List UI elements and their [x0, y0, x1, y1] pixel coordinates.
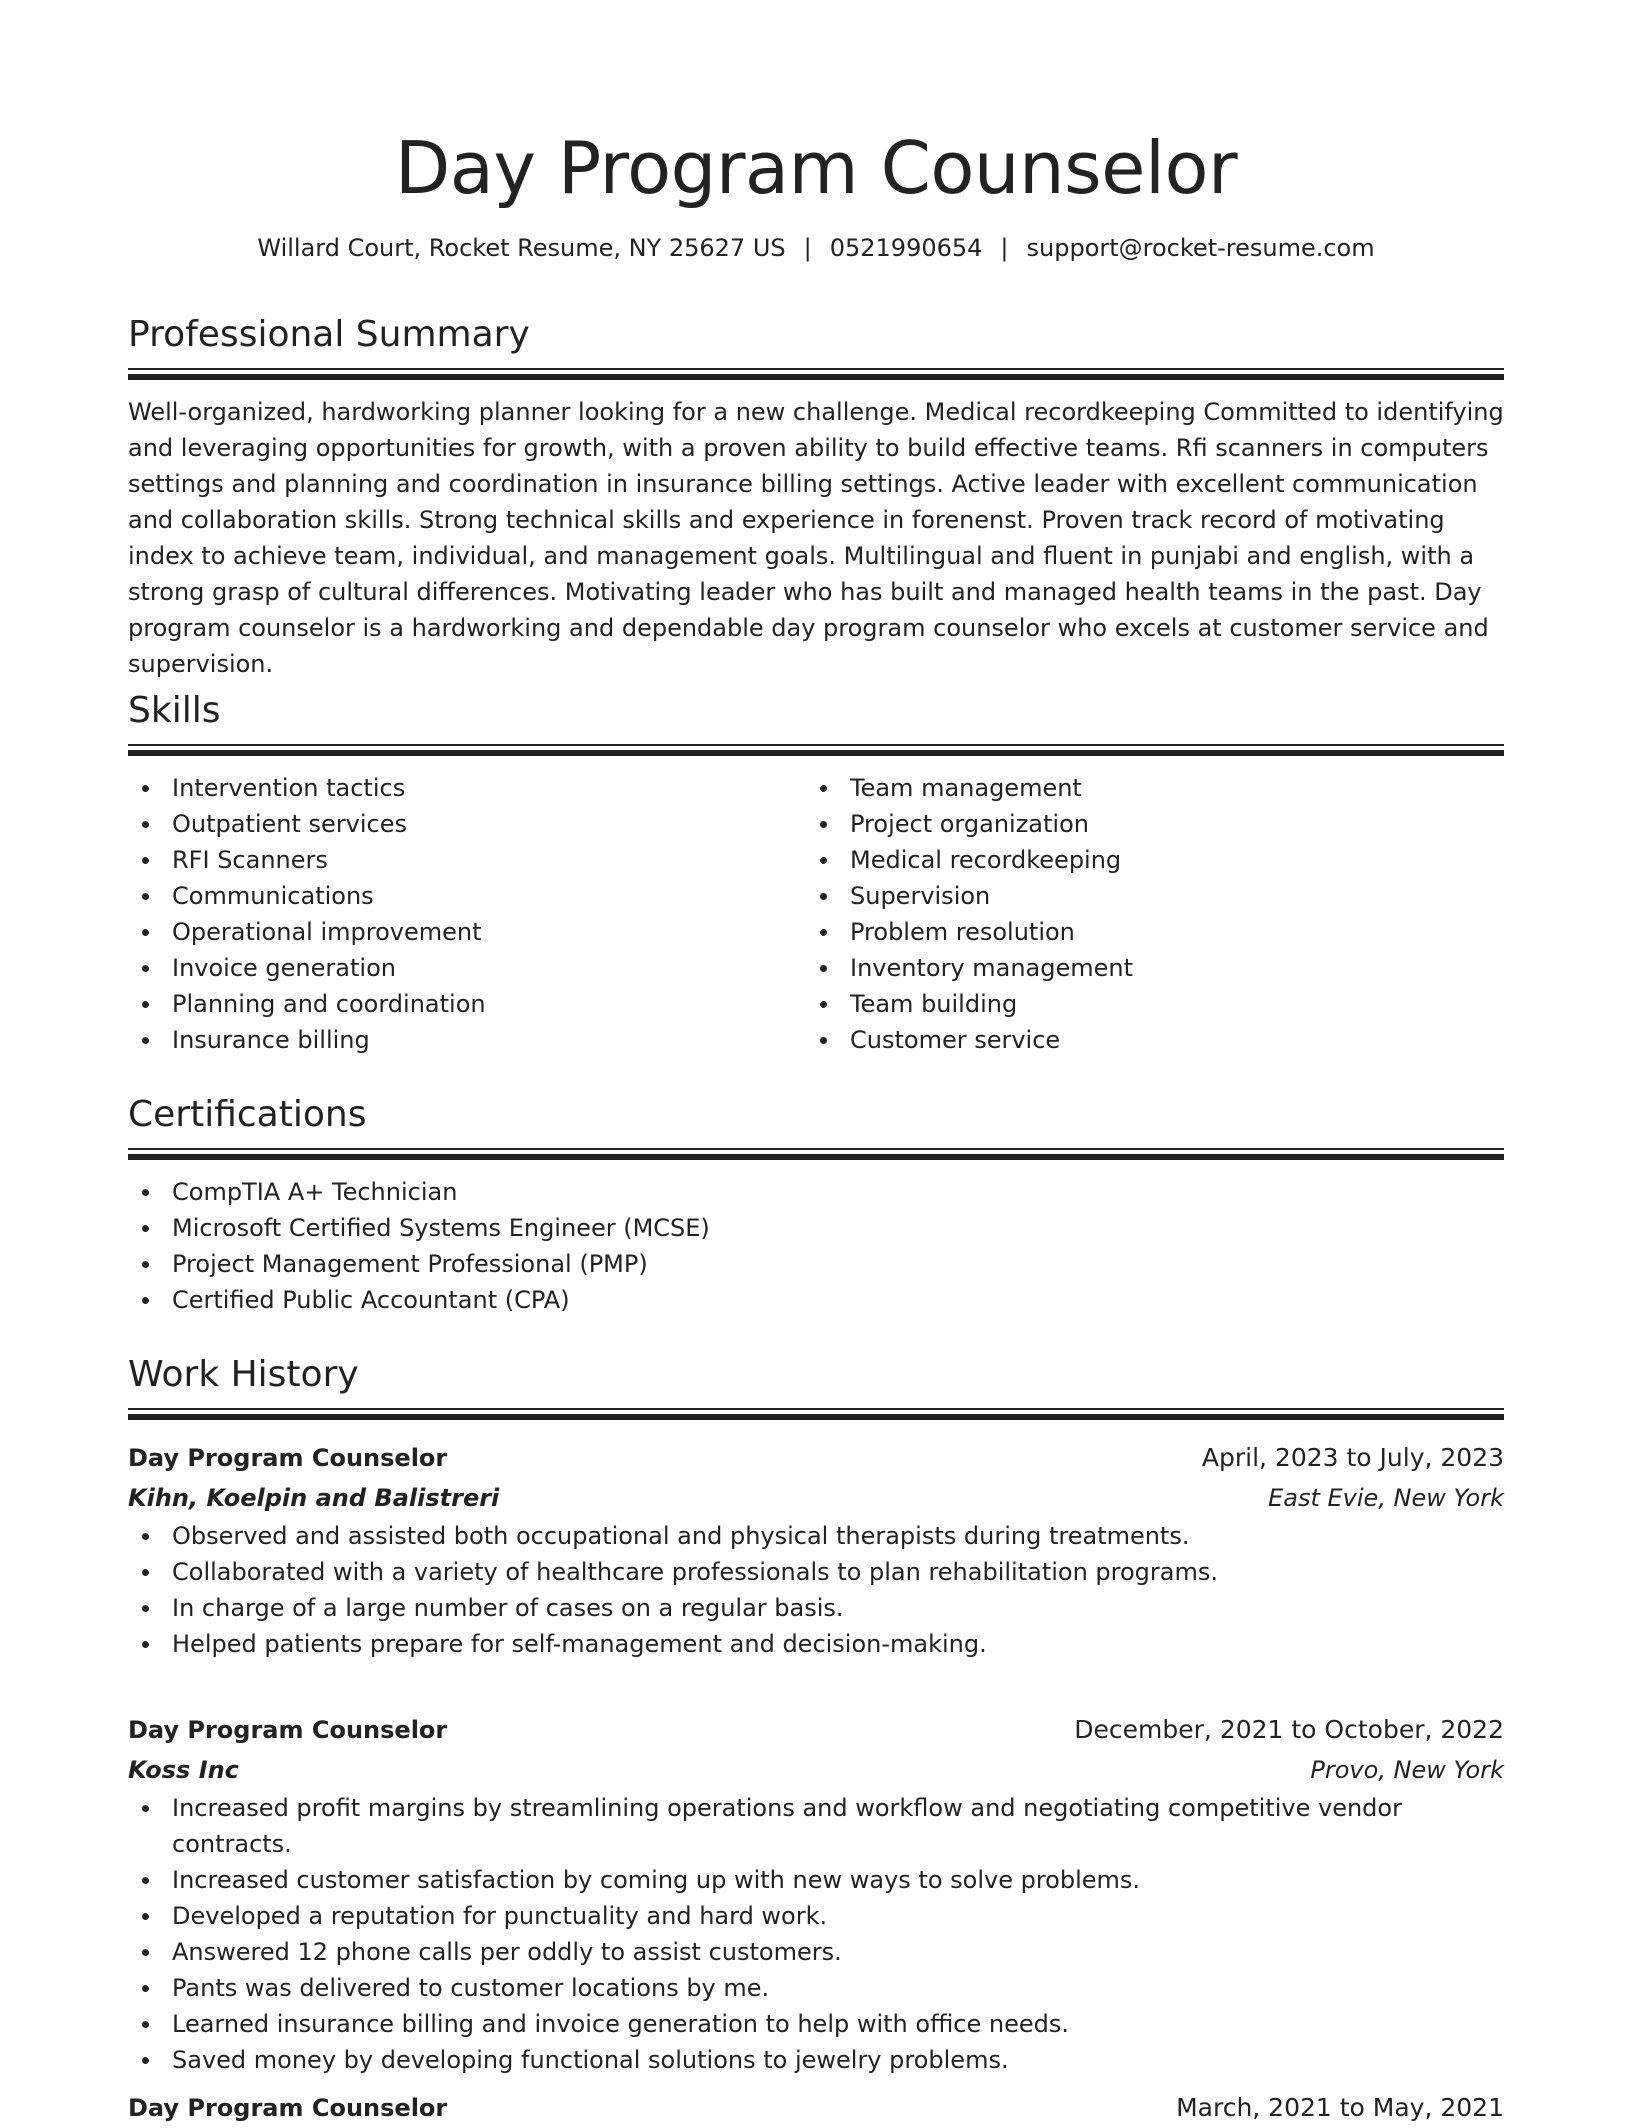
skill-item: Communications	[128, 878, 806, 914]
job-bullet: Observed and assisted both occupational and physical therapists during treatments.	[128, 1518, 1504, 1554]
skill-item: Customer service	[806, 1022, 1484, 1058]
job-bullet: Answered 12 phone calls per oddly to assist customers.	[128, 1934, 1504, 1970]
certification-item: Certified Public Accountant (CPA)	[128, 1282, 1504, 1318]
skill-item: Insurance billing	[128, 1022, 806, 1058]
job-company: Koss Inc	[128, 1756, 239, 1784]
job-entry	[128, 1438, 1504, 1662]
job-dates: April, 2023 to July, 2023	[1201, 1443, 1504, 1472]
skill-item: Planning and coordination	[128, 986, 806, 1022]
skill-item: RFI Scanners	[128, 842, 806, 878]
job-title: Day Program Counselor	[128, 1716, 448, 1744]
contact-address: Willard Court, Rocket Resume, NY 25627 US	[257, 234, 786, 262]
contact-phone: 0521990654	[829, 234, 983, 262]
job-subheader	[128, 1750, 1504, 1790]
job-title: Day Program Counselor	[128, 1444, 448, 1472]
job-header	[128, 1710, 1504, 1750]
contact-email: support@rocket-resume.com	[1026, 234, 1375, 262]
job-bullet: Developed a reputation for punctuality and hard work.	[128, 1898, 1504, 1934]
job-location: East Evie, New York	[1268, 1484, 1504, 1512]
skill-item: Intervention tactics	[128, 770, 806, 806]
section-title-certifications: Certifications	[128, 1094, 367, 1135]
section-divider	[128, 744, 1504, 756]
skills-list-right	[806, 770, 1484, 1058]
skill-item: Outpatient services	[128, 806, 806, 842]
skill-item: Operational improvement	[128, 914, 806, 950]
certification-item: Microsoft Certified Systems Engineer (MCSE)	[128, 1210, 1504, 1246]
job-bullet: Increased profit margins by streamlining operations and workflow and negotiating competitive vendor contracts.	[128, 1790, 1504, 1862]
skill-item: Inventory management	[806, 950, 1484, 986]
certification-item: CompTIA A+ Technician	[128, 1174, 1504, 1210]
skill-item: Invoice generation	[128, 950, 806, 986]
contact-line	[128, 232, 1504, 264]
certifications-list	[128, 1174, 1504, 1318]
skill-item: Project organization	[806, 806, 1484, 842]
job-bullet: In charge of a large number of cases on a regular basis.	[128, 1590, 1504, 1626]
skill-item: Team building	[806, 986, 1484, 1022]
job-dates: March, 2021 to May, 2021	[1176, 2093, 1504, 2122]
page-title: Day Program Counselor	[394, 126, 1238, 210]
skills-list-left	[128, 770, 806, 1058]
contact-separator: |	[803, 234, 812, 262]
certifications-section	[128, 1092, 1504, 1318]
summary-text: Well-organized, hardworking planner looking for a new challenge. Medical recordkeeping Committed to identifying and leveraging opportunities for growth, with a proven ability to build effective teams. Rfi scanners in computers settings and planning and coordination in insurance billing settings. Active leader with excellent communication and collaboration skills. Strong technical skills and experience in forenenst. Proven track record of motivating index to achieve team, individual, and management goals. Multilingual and fluent in punjabi and english, with a strong grasp of cultural differences. Motivating leader who has built and managed health teams in the past. Day program counselor is a hardworking and dependable day program counselor who excels at customer service and supervision.	[128, 398, 1504, 678]
section-title-summary: Professional Summary	[128, 314, 530, 355]
job-location: Provo, New York	[1310, 1756, 1504, 1784]
skill-item: Problem resolution	[806, 914, 1484, 950]
skills-section	[128, 688, 1504, 1058]
section-divider	[128, 1148, 1504, 1160]
job-bullet: Increased customer satisfaction by coming up with new ways to solve problems.	[128, 1862, 1504, 1898]
job-bullets	[128, 1790, 1504, 2078]
work-history-section	[128, 1352, 1504, 1420]
skill-item: Medical recordkeeping	[806, 842, 1484, 878]
job-bullet: Helped patients prepare for self-management and decision-making.	[128, 1626, 1504, 1662]
job-bullet: Collaborated with a variety of healthcare professionals to plan rehabilitation programs.	[128, 1554, 1504, 1590]
summary-section	[128, 312, 1504, 682]
skill-item: Supervision	[806, 878, 1484, 914]
job-entry	[128, 1710, 1504, 2078]
skill-item: Team management	[806, 770, 1484, 806]
skills-grid	[128, 770, 1504, 1058]
job-bullet: Learned insurance billing and invoice generation to help with office needs.	[128, 2006, 1504, 2042]
job-dates: December, 2021 to October, 2022	[1074, 1715, 1504, 1744]
job-bullet: Saved money by developing functional solutions to jewelry problems.	[128, 2042, 1504, 2078]
job-header	[128, 2088, 1504, 2128]
contact-separator: |	[1000, 234, 1009, 262]
job-header	[128, 1438, 1504, 1478]
job-company: Kihn, Koelpin and Balistreri	[128, 1484, 500, 1512]
section-title-skills: Skills	[128, 690, 221, 731]
section-divider	[128, 1408, 1504, 1420]
section-divider	[128, 368, 1504, 380]
job-bullet: Pants was delivered to customer locations by me.	[128, 1970, 1504, 2006]
job-entry	[128, 2088, 1504, 2128]
section-title-work-history: Work History	[128, 1354, 359, 1395]
job-title: Day Program Counselor	[128, 2094, 448, 2122]
job-bullets	[128, 1518, 1504, 1662]
resume-page	[128, 0, 1504, 2122]
certification-item: Project Management Professional (PMP)	[128, 1246, 1504, 1282]
job-subheader	[128, 1478, 1504, 1518]
